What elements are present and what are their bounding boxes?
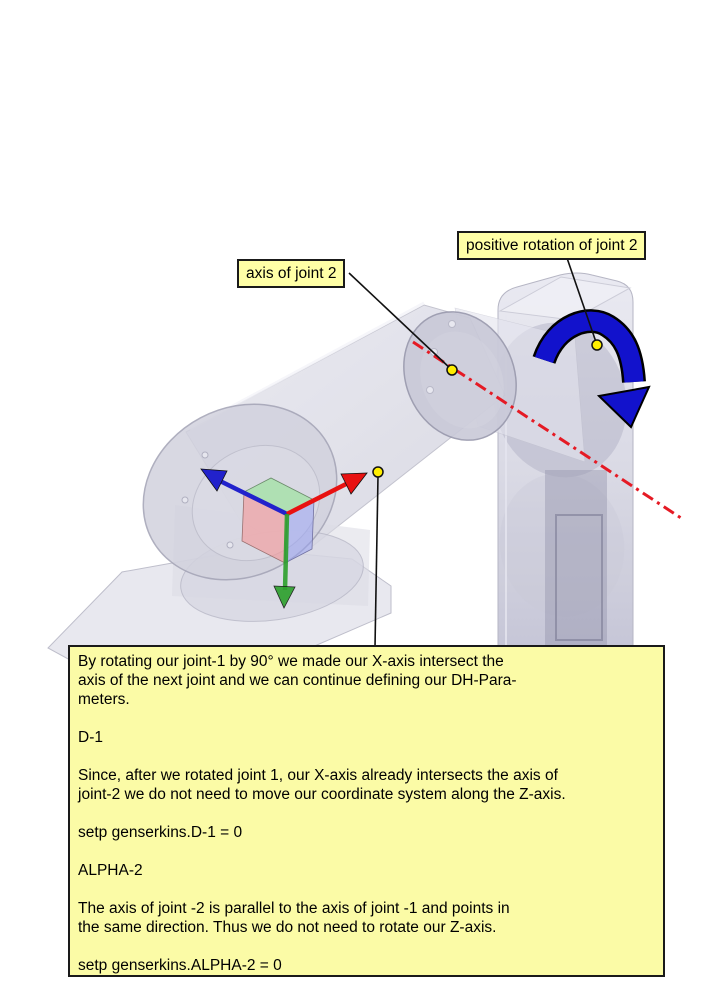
marker-dot-joint2-axis bbox=[447, 365, 457, 375]
note-line: meters. bbox=[78, 691, 130, 708]
note-line: setp genserkins.ALPHA-2 = 0 bbox=[78, 957, 282, 974]
marker-dot-rotation bbox=[592, 340, 602, 350]
bolt-hole bbox=[202, 452, 208, 458]
note-line bbox=[78, 842, 655, 861]
leader-origin-to-notebox bbox=[375, 476, 378, 647]
bolt-hole bbox=[427, 387, 434, 394]
marker-dot-origin bbox=[373, 467, 383, 477]
note-line: axis of the next joint and we can continue defining our DH-Para- bbox=[78, 672, 517, 689]
note-line: The axis of joint -2 is parallel to the axis of joint -1 and points in bbox=[78, 900, 510, 917]
note-line: setp genserkins.D-1 = 0 bbox=[78, 824, 243, 841]
y-axis-line bbox=[285, 514, 287, 590]
bolt-hole bbox=[227, 542, 233, 548]
callout-axis-of-joint2: axis of joint 2 bbox=[237, 259, 345, 288]
column-inner-frame bbox=[545, 470, 607, 648]
bolt-hole bbox=[182, 497, 188, 503]
note-line bbox=[78, 880, 655, 899]
note-line: D-1 bbox=[78, 729, 103, 746]
note-line bbox=[78, 709, 655, 728]
note-line bbox=[78, 747, 655, 766]
note-line bbox=[78, 804, 655, 823]
note-line: Since, after we rotated joint 1, our X-axis already intersects the axis of bbox=[78, 767, 558, 784]
callout-positive-rotation-of-joint2: positive rotation of joint 2 bbox=[457, 231, 646, 260]
note-line: the same direction. Thus we do not need to rotate our Z-axis. bbox=[78, 919, 497, 936]
note-box bbox=[68, 645, 665, 977]
bolt-hole bbox=[449, 321, 456, 328]
note-line: joint-2 we do not need to move our coordinate system along the Z-axis. bbox=[78, 786, 566, 803]
note-line bbox=[78, 937, 655, 956]
note-line: By rotating our joint-1 by 90° we made our X-axis intersect the bbox=[78, 653, 504, 670]
note-line: ALPHA-2 bbox=[78, 862, 143, 879]
